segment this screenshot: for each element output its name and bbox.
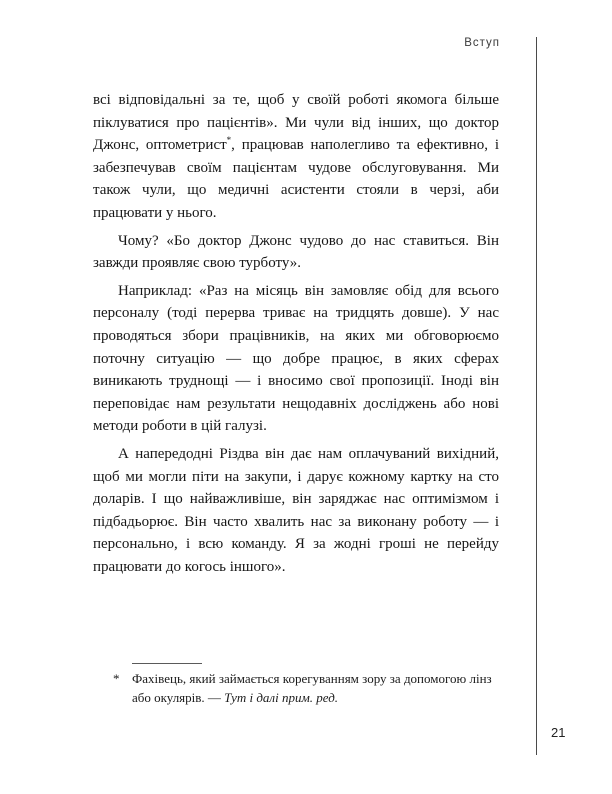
footnote-text xyxy=(132,669,503,707)
page-number: 21 xyxy=(551,725,566,740)
paragraph-4: А напередодні Різдва він дає нам оплачуваний вихідний, щоб ми могли піти на закупи, і дарує кожному картку на сто доларів. І що найважливіше, він заряджає нас оптимізмом і підбадьорює. Він часто хвалить нас за виконану роботу — і персонально, і всю команду. Я за жодні гроші не перейду працювати до когось іншого». xyxy=(93,445,499,575)
body-text xyxy=(93,89,499,583)
footnote-reference: * xyxy=(226,135,232,146)
running-head: Вступ xyxy=(464,37,500,49)
paragraph-1 xyxy=(93,89,499,225)
paragraph-2: Чому? «Бо доктор Джонс чудово до нас ставиться. Він завжди проявляє свою турботу». xyxy=(93,232,499,272)
footnote-body: Фахівець, який займається корегуванням зору за допомогою лінз або окулярів. — xyxy=(132,671,492,705)
footnote-editor-note: Тут і далі прим. ред. xyxy=(224,690,339,705)
paragraph-1-text: всі відповідальні за те, щоб у своїй роботі якомога більше піклуватися про пацієнтів». Ми чули від інших, що доктор Джонс, оптометрист xyxy=(93,92,499,154)
footnote-divider xyxy=(132,663,202,664)
footnote xyxy=(113,669,503,707)
paragraph-1-text-end: , працював наполегливо та ефективно, і забезпечував своїм пацієнтам чудове обслуговування. Ми також чули, що медичні асистенти стояли в черзі, аби працювати у нього. xyxy=(93,137,500,221)
margin-rule xyxy=(536,37,537,755)
paragraph-3: Наприклад: «Раз на місяць він замовляє обід для всього персоналу (тоді перерва триває на тридцять довше). У нас проводяться збори працівників, на яких ми обговорюємо поточну ситуацію — що добре працює, в яких сферах виникають труднощі — і вносимо свої пропозиції. Іноді він переповідає нам результати нещодавніх досліджень або нові методи роботи в цій галузі. xyxy=(93,282,499,435)
footnote-marker: * xyxy=(113,671,120,686)
